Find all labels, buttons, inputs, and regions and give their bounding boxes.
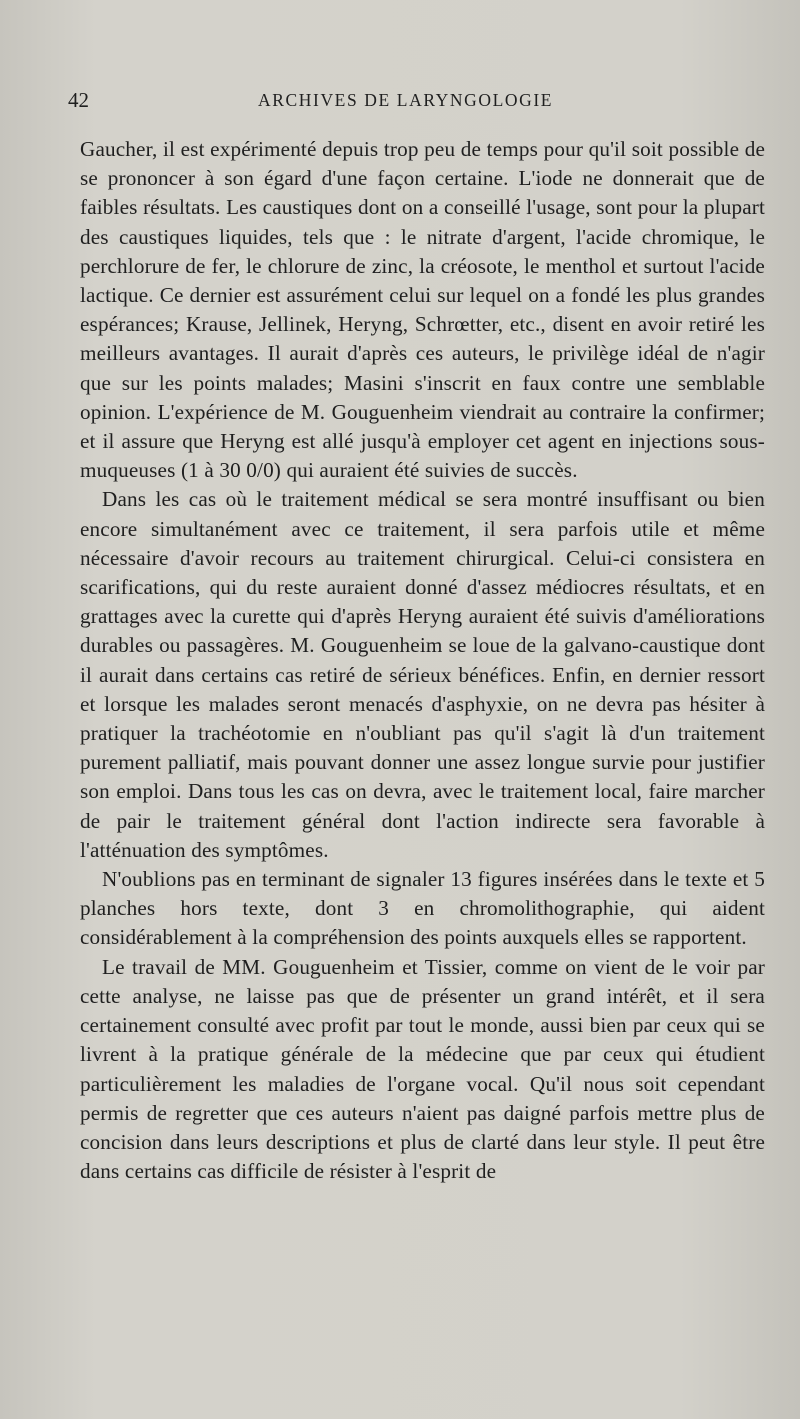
paragraph: N'oublions pas en terminant de signaler 13 figures insérées dans le texte et 5 planches hors texte, dont 3 en chromolithographie, qui aident considérablement à la compréhension des points auxquels elles se rapportent. xyxy=(80,867,765,950)
page-number: 42 xyxy=(68,88,89,112)
journal-title: ARCHIVES DE LARYNGOLOGIE xyxy=(258,90,554,110)
paragraph: Gaucher, il est expérimenté depuis trop peu de temps pour qu'il soit possible de se prononcer à son égard d'une façon certaine. L'iode ne donnerait que de faibles résultats. Les caustiques dont on a conseillé l'usage, sont pour la plupart des caustiques liquides, tels que : le nitrate d'argent, l'acide chromique, le perchlorure de fer, le chlorure de zinc, la créosote, le menthol et surtout l'acide lactique. Ce dernier est assurément celui sur lequel on a fondé les plus grandes espérances; Krause, Jellinek, Heryng, Schrœtter, etc., disent en avoir retiré les meilleurs avantages. Il aurait d'après ces auteurs, le privilège idéal de n'agir que sur les points malades; Masini s'inscrit en faux contre une semblable opinion. L'expérience de M. Gouguenheim viendrait au contraire la confirmer; et il assure que Heryng est allé jusqu'à employer cet agent en injections sous-muqueuses (1 à 30 0/0) qui auraient été suivies de succès. xyxy=(80,137,765,483)
paragraph: Dans les cas où le traitement médical se sera montré insuffisant ou bien encore simultanément avec ce traitement, il sera parfois utile et même nécessaire d'avoir recours au traitement chirurgical. Celui-ci consistera en scarifications, qui du reste auraient donné d'assez médiocres résultats, et en grattages avec la curette qui d'après Heryng auraient été suivis d'améliorations durables ou passagères. M. Gouguenheim se loue de la galvano-caustique dont il aurait dans certains cas retiré de sérieux bénéfices. Enfin, en dernier ressort et lorsque les malades seront menacés d'asphyxie, on ne devra pas hésiter à pratiquer la trachéotomie en n'oubliant pas qu'il s'agit là d'un traitement purement palliatif, mais pouvant donner une assez longue survie pour justifier son emploi. Dans tous les cas on devra, avec le traitement local, faire marcher de pair le traitement général dont l'action indirecte sera favorable à l'atténuation des symptômes. xyxy=(80,487,765,862)
body-text xyxy=(80,135,765,1186)
running-head xyxy=(68,88,768,120)
paragraph: Le travail de MM. Gouguenheim et Tissier, comme on vient de le voir par cette analyse, ne laisse pas que de présenter un grand intérêt, et il sera certainement consulté avec profit par tout le monde, aussi bien par ceux qui se livrent à la pratique générale de la médecine que par ceux qui étudient particulièrement les maladies de l'organe vocal. Qu'il nous soit cependant permis de regretter que ces auteurs n'aient pas daigné parfois mettre plus de concision dans leurs descriptions et plus de clarté dans leur style. Il peut être dans certains cas difficile de résister à l'esprit de xyxy=(80,954,765,1184)
